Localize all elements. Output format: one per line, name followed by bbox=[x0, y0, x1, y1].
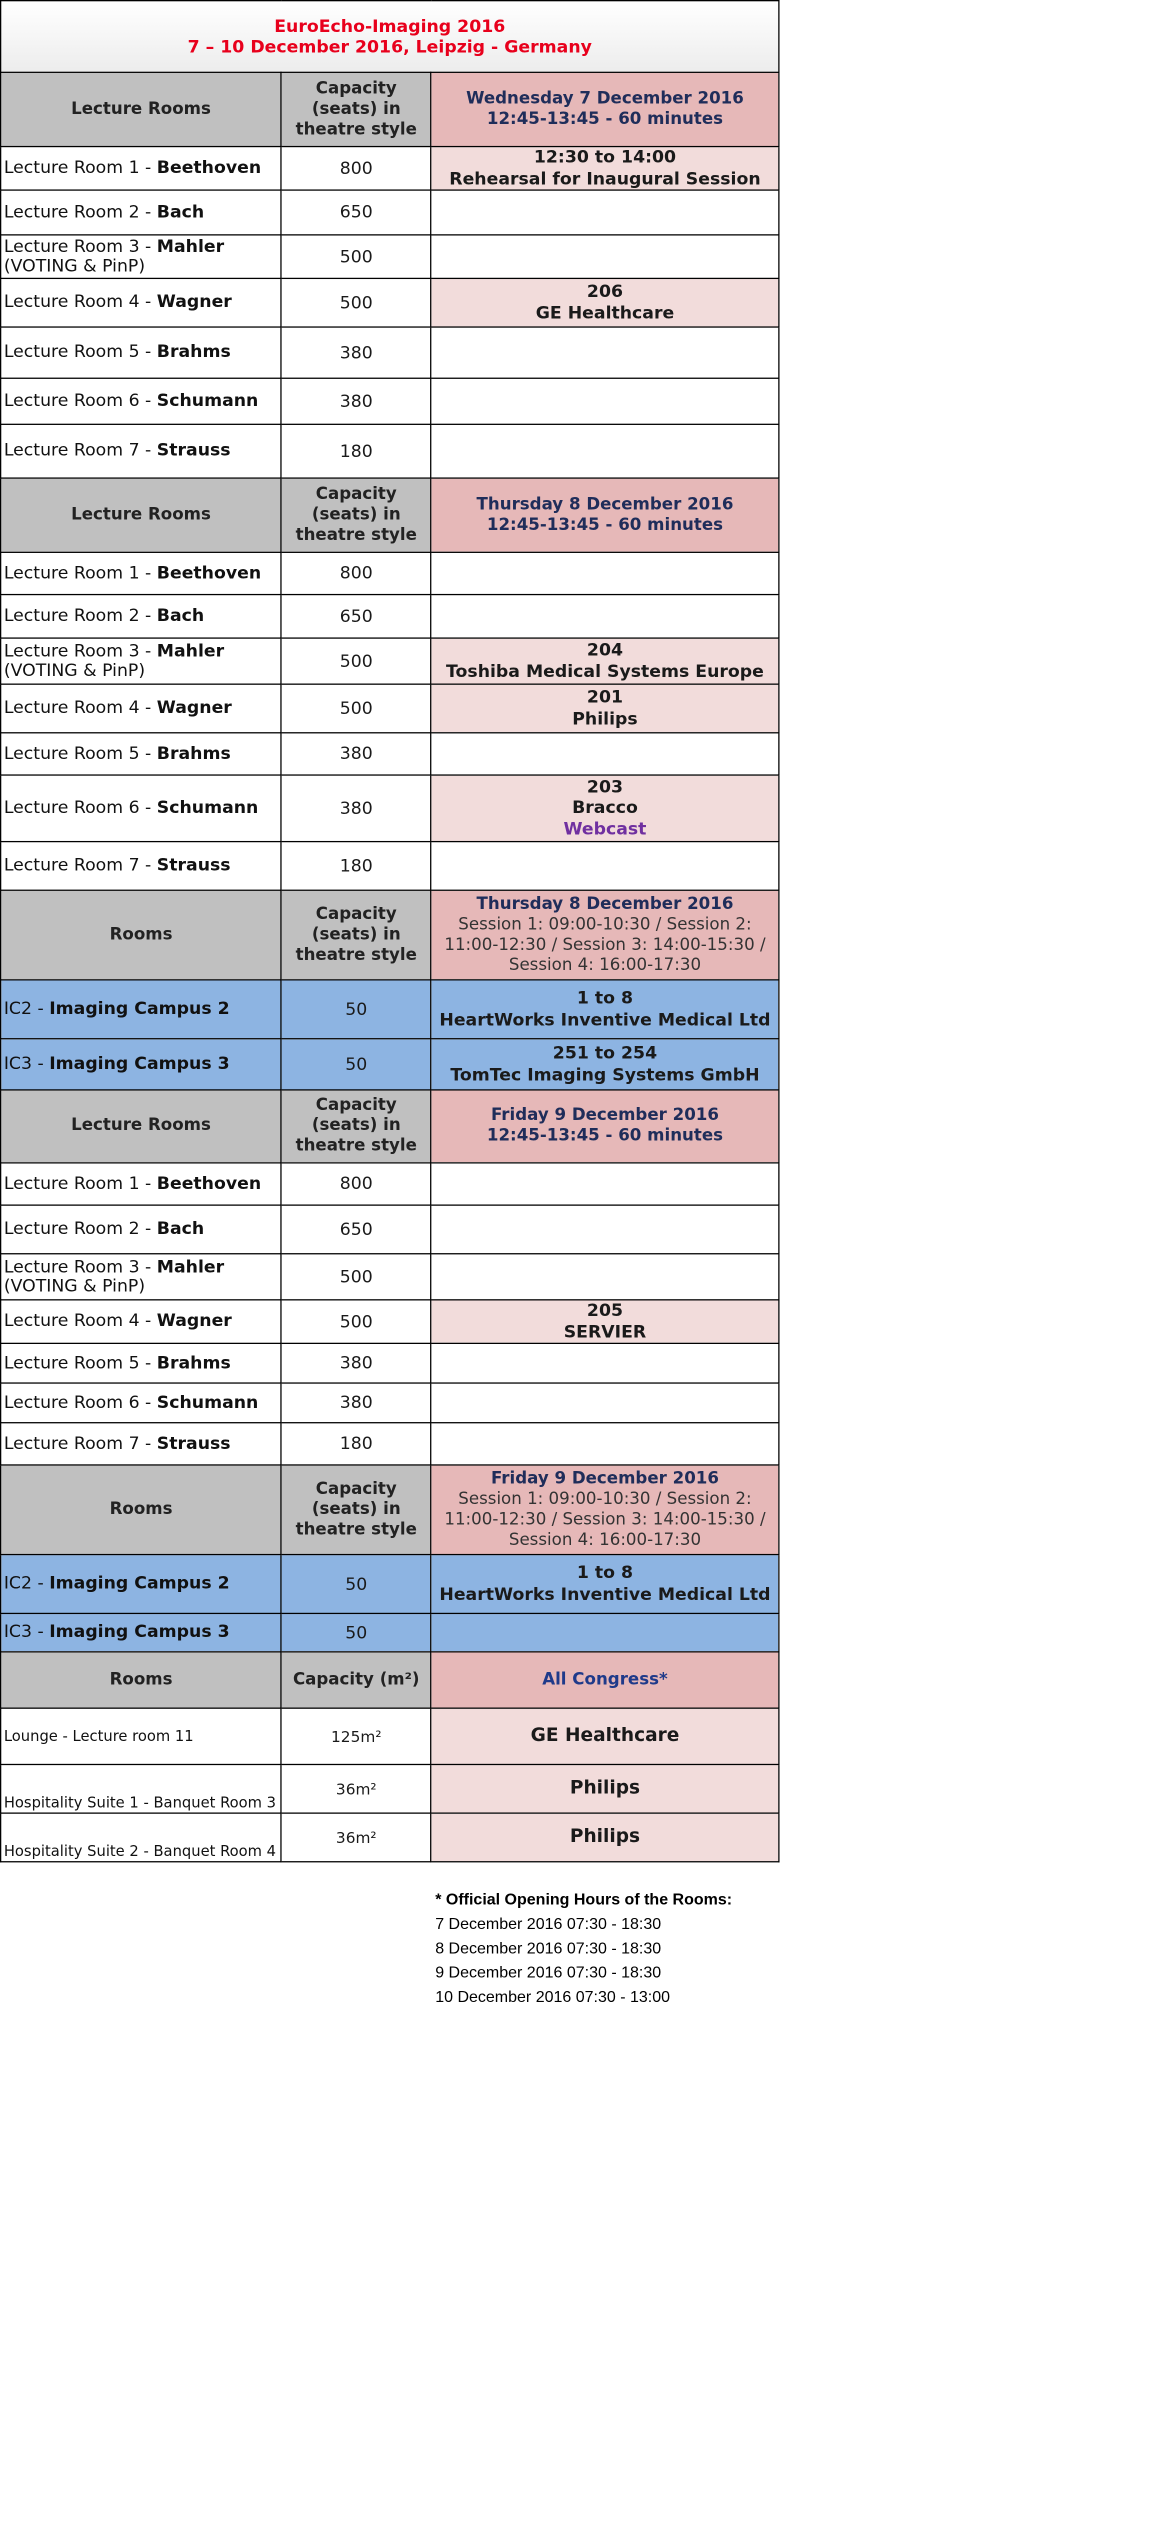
room-name: Lecture Room 4 - Wagner bbox=[1, 278, 282, 327]
room-name: Lecture Room 2 - Bach bbox=[1, 190, 282, 235]
sponsor-cell: Philips bbox=[431, 1764, 779, 1813]
opening-hours-notes bbox=[435, 1888, 732, 2010]
room-name: Hospitality Suite 2 - Banquet Room 4 bbox=[1, 1813, 282, 1862]
table-row bbox=[1, 1163, 779, 1205]
room-name: Lecture Room 6 - Schumann bbox=[1, 775, 282, 842]
room-capacity: 36m² bbox=[281, 1764, 431, 1813]
room-name: Lecture Room 5 - Brahms bbox=[1, 733, 282, 775]
room-name: Hospitality Suite 1 - Banquet Room 3 bbox=[1, 1764, 282, 1813]
room-capacity: 50 bbox=[281, 1555, 431, 1614]
event-cell bbox=[431, 327, 779, 378]
header-row-congress bbox=[1, 1652, 779, 1708]
table-row bbox=[1, 1205, 779, 1254]
room-name: IC3 - Imaging Campus 3 bbox=[1, 1039, 282, 1090]
table-row bbox=[1, 1343, 779, 1383]
lecture-rooms-header: Lecture Rooms bbox=[1, 478, 282, 552]
table-row bbox=[1, 1813, 779, 1862]
table-row bbox=[1, 980, 779, 1039]
day-label: Wednesday 7 December 2016 bbox=[466, 88, 744, 109]
lecture-rooms-header: Lecture Rooms bbox=[1, 1090, 282, 1163]
room-name: Lecture Room 1 - Beethoven bbox=[1, 147, 282, 191]
capacity-header: Capacity (seats) in theatre style bbox=[281, 72, 431, 146]
room-name: Lecture Room 7 - Strauss bbox=[1, 842, 282, 891]
room-name: Lecture Room 2 - Bach bbox=[1, 595, 282, 639]
room-capacity: 500 bbox=[281, 638, 431, 684]
table-row bbox=[1, 1555, 779, 1614]
time-label: 12:45-13:45 - 60 minutes bbox=[486, 515, 724, 535]
day-label: Thursday 8 December 2016 bbox=[476, 494, 734, 514]
header-row-thursday-campus bbox=[1, 890, 779, 980]
room-capacity: 50 bbox=[281, 980, 431, 1039]
table-row bbox=[1, 842, 779, 891]
room-capacity: 500 bbox=[281, 278, 431, 327]
room-capacity: 380 bbox=[281, 733, 431, 775]
table-row bbox=[1, 1254, 779, 1300]
room-name: Lecture Room 5 - Brahms bbox=[1, 1343, 282, 1383]
table-row bbox=[1, 424, 779, 478]
lecture-rooms-header: Lecture Rooms bbox=[1, 72, 282, 146]
event-cell bbox=[431, 424, 779, 478]
wednesday-header bbox=[431, 72, 779, 146]
table-row bbox=[1, 235, 779, 279]
room-capacity: 50 bbox=[281, 1613, 431, 1651]
table-row bbox=[1, 1613, 779, 1651]
room-name: IC2 - Imaging Campus 2 bbox=[1, 1555, 282, 1614]
capacity-header: Capacity (seats) in theatre style bbox=[281, 1465, 431, 1555]
room-capacity: 500 bbox=[281, 1300, 431, 1344]
room-capacity: 650 bbox=[281, 190, 431, 235]
room-capacity: 500 bbox=[281, 684, 431, 733]
day-label: Friday 9 December 2016 bbox=[490, 1468, 719, 1488]
room-capacity: 36m² bbox=[281, 1813, 431, 1862]
opening-hours-line: 8 December 2016 07:30 - 18:30 bbox=[435, 1939, 662, 1958]
room-capacity: 380 bbox=[281, 378, 431, 424]
event-cell: 12:30 to 14:00 Rehearsal for Inaugural Session bbox=[431, 147, 779, 191]
day-label: Friday 9 December 2016 bbox=[490, 1105, 719, 1126]
webcast-label: Webcast bbox=[563, 818, 647, 840]
rooms-header: Rooms bbox=[1, 1652, 282, 1708]
event-cell bbox=[431, 1383, 779, 1423]
room-name: Lecture Room 7 - Strauss bbox=[1, 424, 282, 478]
event-cell bbox=[431, 1254, 779, 1300]
table-row bbox=[1, 733, 779, 775]
room-name: Lecture Room 4 - Wagner bbox=[1, 684, 282, 733]
room-capacity: 180 bbox=[281, 424, 431, 478]
room-capacity: 180 bbox=[281, 1423, 431, 1465]
room-capacity: 650 bbox=[281, 1205, 431, 1254]
room-name: Lecture Room 1 - Beethoven bbox=[1, 552, 282, 594]
room-capacity: 800 bbox=[281, 1163, 431, 1205]
room-schedule-table bbox=[0, 0, 780, 1862]
event-cell bbox=[431, 552, 779, 594]
table-row bbox=[1, 1039, 779, 1090]
title-row bbox=[1, 1, 779, 73]
event-cell: 1 to 8 HeartWorks Inventive Medical Ltd bbox=[431, 980, 779, 1039]
room-capacity: 180 bbox=[281, 842, 431, 891]
table-row bbox=[1, 775, 779, 842]
table-row bbox=[1, 1300, 779, 1344]
opening-hours-line: 7 December 2016 07:30 - 18:30 bbox=[435, 1914, 662, 1933]
event-cell bbox=[431, 1163, 779, 1205]
title-cell bbox=[1, 1, 779, 73]
room-capacity: 650 bbox=[281, 595, 431, 639]
event-cell bbox=[431, 378, 779, 424]
room-name: Lecture Room 7 - Strauss bbox=[1, 1423, 282, 1465]
thursday-header bbox=[431, 478, 779, 552]
header-row-wednesday bbox=[1, 72, 779, 146]
event-cell bbox=[431, 235, 779, 279]
room-name: Lecture Room 5 - Brahms bbox=[1, 327, 282, 378]
room-capacity: 125m² bbox=[281, 1708, 431, 1764]
event-dates: 7 – 10 December 2016, Leipzig - Germany bbox=[187, 36, 592, 57]
room-capacity: 380 bbox=[281, 1343, 431, 1383]
room-name: Lecture Room 3 - Mahler (VOTING & PinP) bbox=[1, 638, 282, 684]
time-label: 12:45-13:45 - 60 minutes bbox=[486, 109, 724, 129]
event-cell: 205 SERVIER bbox=[431, 1300, 779, 1344]
room-capacity: 800 bbox=[281, 552, 431, 594]
room-name: IC2 - Imaging Campus 2 bbox=[1, 980, 282, 1039]
event-cell: 203 Bracco Webcast bbox=[431, 775, 779, 842]
thursday-campus-header bbox=[431, 890, 779, 980]
room-name: Lecture Room 6 - Schumann bbox=[1, 378, 282, 424]
all-congress-header: All Congress* bbox=[431, 1652, 779, 1708]
opening-hours-title: * Official Opening Hours of the Rooms: bbox=[435, 1890, 733, 1909]
room-name: Lecture Room 6 - Schumann bbox=[1, 1383, 282, 1423]
header-row-friday-campus bbox=[1, 1465, 779, 1555]
room-capacity: 380 bbox=[281, 775, 431, 842]
table-row bbox=[1, 190, 779, 235]
header-row-thursday bbox=[1, 478, 779, 552]
capacity-header: Capacity (seats) in theatre style bbox=[281, 890, 431, 980]
room-name: Lecture Room 3 - Mahler (VOTING & PinP) bbox=[1, 1254, 282, 1300]
room-name: IC3 - Imaging Campus 3 bbox=[1, 1613, 282, 1651]
friday-header bbox=[431, 1090, 779, 1163]
event-cell: 204 Toshiba Medical Systems Europe bbox=[431, 638, 779, 684]
capacity-m2-header: Capacity (m²) bbox=[281, 1652, 431, 1708]
room-name: Lecture Room 2 - Bach bbox=[1, 1205, 282, 1254]
table-row bbox=[1, 1383, 779, 1423]
room-name: Lounge - Lecture room 11 bbox=[1, 1708, 282, 1764]
event-cell bbox=[431, 1613, 779, 1651]
table-row bbox=[1, 1764, 779, 1813]
table-row bbox=[1, 552, 779, 594]
event-cell bbox=[431, 595, 779, 639]
room-capacity: 380 bbox=[281, 327, 431, 378]
sessions-label: Session 1: 09:00-10:30 / Session 2: 11:00-12:30 / Session 3: 14:00-15:30 / Session 4: 16:00-17:30 bbox=[444, 1489, 766, 1550]
event-cell bbox=[431, 1343, 779, 1383]
sessions-label: Session 1: 09:00-10:30 / Session 2: 11:00-12:30 / Session 3: 14:00-15:30 / Session 4: 16:00-17:30 bbox=[444, 914, 766, 975]
table-row bbox=[1, 378, 779, 424]
table-row bbox=[1, 327, 779, 378]
opening-hours-line: 10 December 2016 07:30 - 13:00 bbox=[435, 1987, 671, 2006]
room-name: Lecture Room 4 - Wagner bbox=[1, 1300, 282, 1344]
table-row bbox=[1, 684, 779, 733]
table-row bbox=[1, 1423, 779, 1465]
event-cell: 1 to 8 HeartWorks Inventive Medical Ltd bbox=[431, 1555, 779, 1614]
event-cell bbox=[431, 842, 779, 891]
room-name: Lecture Room 3 - Mahler (VOTING & PinP) bbox=[1, 235, 282, 279]
table-row bbox=[1, 147, 779, 191]
room-capacity: 500 bbox=[281, 1254, 431, 1300]
table-row bbox=[1, 595, 779, 639]
header-row-friday bbox=[1, 1090, 779, 1163]
day-label: Thursday 8 December 2016 bbox=[476, 894, 734, 914]
room-capacity: 800 bbox=[281, 147, 431, 191]
event-cell: 201 Philips bbox=[431, 684, 779, 733]
rooms-header: Rooms bbox=[1, 1465, 282, 1555]
event-title: EuroEcho-Imaging 2016 bbox=[274, 16, 506, 37]
event-cell: 251 to 254 TomTec Imaging Systems GmbH bbox=[431, 1039, 779, 1090]
sponsor-cell: Philips bbox=[431, 1813, 779, 1862]
event-cell bbox=[431, 1423, 779, 1465]
sponsor-cell: GE Healthcare bbox=[431, 1708, 779, 1764]
table-row bbox=[1, 638, 779, 684]
table-row bbox=[1, 278, 779, 327]
event-cell bbox=[431, 733, 779, 775]
rooms-header: Rooms bbox=[1, 890, 282, 980]
room-capacity: 500 bbox=[281, 235, 431, 279]
table-row bbox=[1, 1708, 779, 1764]
room-name: Lecture Room 1 - Beethoven bbox=[1, 1163, 282, 1205]
event-cell: 206 GE Healthcare bbox=[431, 278, 779, 327]
room-capacity: 380 bbox=[281, 1383, 431, 1423]
capacity-header: Capacity (seats) in theatre style bbox=[281, 478, 431, 552]
event-cell bbox=[431, 1205, 779, 1254]
capacity-header: Capacity (seats) in theatre style bbox=[281, 1090, 431, 1163]
event-cell bbox=[431, 190, 779, 235]
room-capacity: 50 bbox=[281, 1039, 431, 1090]
time-label: 12:45-13:45 - 60 minutes bbox=[486, 1126, 724, 1146]
opening-hours-line: 9 December 2016 07:30 - 18:30 bbox=[435, 1963, 662, 1982]
friday-campus-header bbox=[431, 1465, 779, 1555]
